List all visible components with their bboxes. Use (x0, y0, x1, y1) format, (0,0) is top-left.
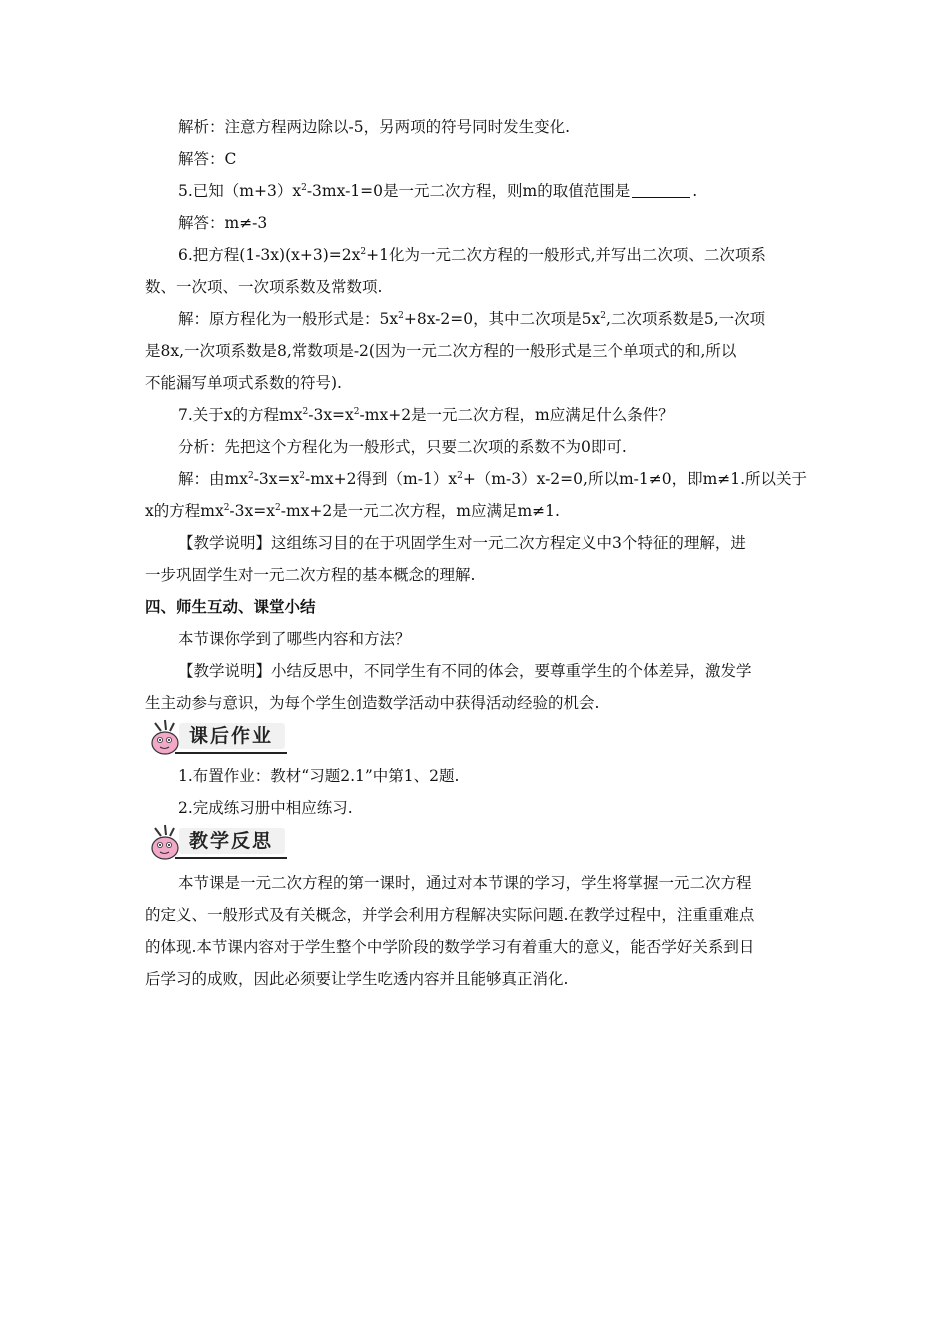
teaching-note (178, 532, 746, 554)
text: 【教学说明】这组练习目的在于巩固学生对一元二次方程定义中3个特征的理解，进 (178, 534, 746, 552)
teaching-note-cont (145, 564, 475, 586)
text: 本节课你学到了哪些内容和方法？ (178, 630, 411, 648)
homework-item-1 (178, 765, 459, 787)
text: 解析：注意方程两边除以-5，另两项的符号同时发生变化. (178, 118, 571, 136)
reflection-para (178, 872, 752, 894)
text: 解：原方程化为一般形式是：5x (178, 310, 399, 328)
text: +8x-2=0，其中二次项是5x (403, 310, 601, 328)
homework-item-2 (178, 797, 353, 819)
cartoon-pencil-mascot-icon (145, 717, 185, 757)
answer-line (178, 148, 236, 170)
text: 5.已知（m+3）x (178, 182, 302, 200)
analysis-7 (178, 436, 627, 458)
text: +（m-3）x-2=0,所以m-1≠0，即m≠1.所以关于 (462, 470, 808, 488)
text: +1化为一元二次方程的一般形式,并写出二次项、二次项系 (366, 246, 766, 264)
text: 7.关于x的方程mx (178, 406, 303, 424)
question-6 (178, 244, 766, 266)
text: 【教学说明】小结反思中，不同学生有不同的体会，要尊重学生的个体差异，激发学 (178, 662, 752, 680)
superscript: 2 (600, 311, 606, 321)
text: ,二次项系数是5,一次项 (605, 310, 766, 328)
text: -3mx-1=0是一元二次方程，则m的取值范围是 (306, 182, 631, 200)
banner-title: 教学反思 (189, 830, 274, 852)
superscript: 2 (302, 407, 309, 417)
section-heading-4 (145, 596, 316, 618)
text: -mx+2得到（m-1）x (305, 470, 458, 488)
text: 1.布置作业：教材“习题2.1”中第1、2题. (178, 767, 460, 785)
text: . (692, 182, 698, 200)
text: 数、一次项、一次项系数及常数项. (145, 278, 383, 296)
reflection-para-cont (145, 904, 754, 926)
superscript: 2 (457, 471, 463, 481)
superscript: 2 (275, 503, 281, 513)
solution-6 (178, 308, 765, 330)
text: 一步巩固学生对一元二次方程的基本概念的理解. (145, 566, 476, 584)
teaching-note-2-cont (145, 692, 599, 714)
text: 解答：C (178, 150, 237, 168)
text: -mx+2是一元二次方程，m应满足什么条件？ (359, 406, 674, 424)
text: 是8x,一次项系数是8,常数项是-2(因为一元二次方程的一般形式是三个单项式的和,所以 (145, 342, 737, 360)
cartoon-pencil-mascot-icon (145, 822, 185, 862)
answer-5 (178, 212, 267, 234)
text: 2.完成练习册中相应练习. (178, 799, 353, 817)
banner-title: 课后作业 (189, 725, 274, 747)
text: -3x=x (229, 502, 275, 520)
superscript: 2 (223, 503, 230, 513)
superscript: 2 (353, 407, 360, 417)
question-7 (178, 404, 674, 426)
homework-banner (145, 717, 287, 757)
text: -3x=x (308, 406, 354, 424)
superscript: 2 (360, 247, 367, 257)
text: 本节课是一元二次方程的第一课时，通过对本节课的学习，学生将掌握一元二次方程 (178, 874, 752, 892)
text: 的体现.本节课内容对于学生整个中学阶段的数学学习有着重大的意义，能否学好关系到日 (145, 938, 755, 956)
teaching-note-2 (178, 660, 752, 682)
text: 解：由mx (178, 470, 248, 488)
text: -3x=x (253, 470, 300, 488)
solution-7-cont (145, 500, 560, 522)
banner-rule (175, 752, 287, 754)
question-6-cont (145, 276, 382, 298)
text: -mx+2是一元二次方程，m应满足m≠1. (280, 502, 560, 520)
analysis-line (178, 116, 570, 138)
solution-6-cont (145, 340, 736, 362)
solution-6-cont2 (145, 372, 342, 394)
reflection-banner (145, 822, 287, 862)
answer-blank (632, 183, 690, 198)
text: 后学习的成败，因此必须要让学生吃透内容并且能够真正消化. (145, 970, 569, 988)
question-5 (178, 180, 697, 202)
summary-question (178, 628, 411, 650)
superscript: 2 (299, 471, 305, 481)
reflection-para-cont2 (145, 936, 754, 958)
solution-7 (178, 468, 807, 490)
text: 分析：先把这个方程化为一般形式，只要二次项的系数不为0即可. (178, 438, 627, 456)
text: 的定义、一般形式及有关概念，并学会利用方程解决实际问题.在教学过程中，注重重难点 (145, 906, 755, 924)
text: 6.把方程(1-3x)(x+3)=2x (178, 246, 361, 264)
text: 解答：m≠-3 (178, 214, 268, 232)
superscript: 2 (398, 311, 404, 321)
superscript: 2 (301, 183, 307, 193)
text: 四、师生互动、课堂小结 (145, 598, 316, 616)
reflection-para-cont3 (145, 968, 568, 990)
banner-rule (175, 857, 287, 859)
text: x的方程mx (145, 502, 224, 520)
text: 不能漏写单项式系数的符号). (145, 374, 342, 392)
text: 生主动参与意识，为每个学生创造数学活动中获得活动经验的机会. (145, 694, 600, 712)
superscript: 2 (247, 471, 254, 481)
